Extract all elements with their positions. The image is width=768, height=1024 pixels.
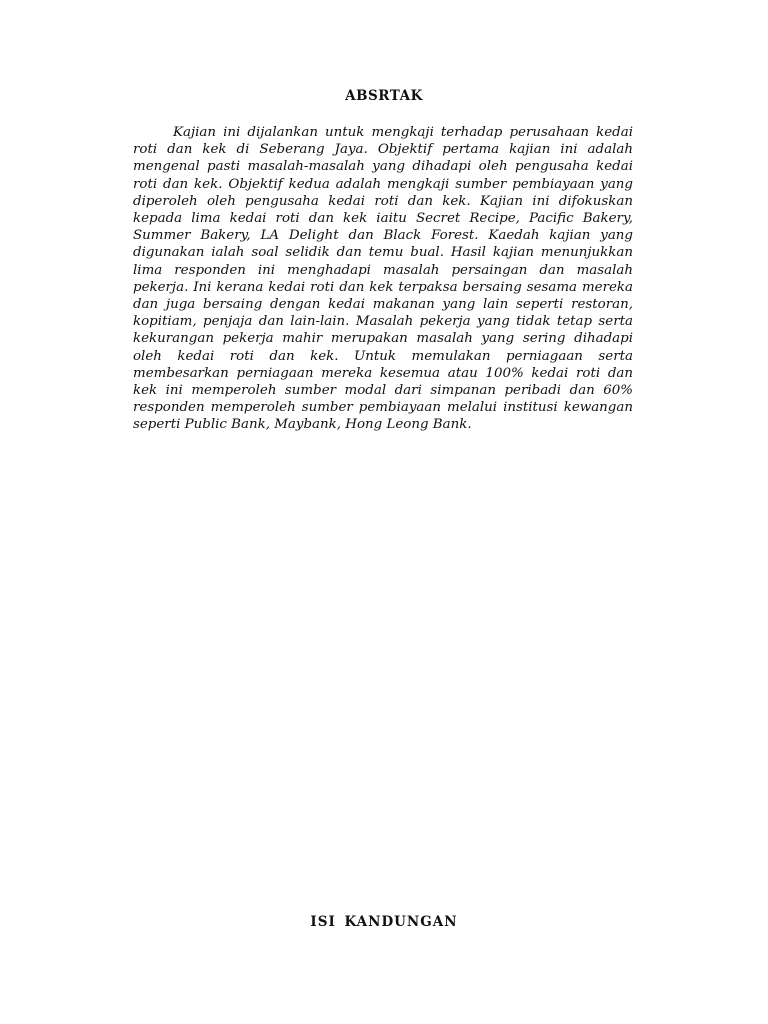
abstract-heading: ABSRTAK xyxy=(345,88,423,104)
table-of-contents-heading: ISI KANDUNGAN xyxy=(310,914,458,930)
abstract-paragraph: Kajian ini dijalankan untuk mengkaji terhadap perusahaan kedai roti dan kek di Seberang Jaya. Objektif pertama kajian ini adalah mengenal pasti masalah-masalah yang dihadapi oleh pengusaha kedai roti dan kek. Objektif kedua adalah mengkaji sumber pembiayaan yang diperoleh oleh pengusaha kedai roti dan kek. Kajian ini difokuskan kepada lima kedai roti dan kek iaitu Secret Recipe, Pacific Bakery, Summer Bakery, LA Delight dan Black Forest. Kaedah kajian yang digunakan ialah soal selidik dan temu bual. Hasil kajian menunjukkan lima responden ini menghadapi masalah persaingan dan masalah pekerja. Ini kerana kedai roti dan kek terpaksa bersaing sesama mereka dan juga bersaing dengan kedai makanan yang lain seperti restoran, kopitiam, penjaja dan lain-lain. Masalah pekerja yang tidak tetap serta kekurangan pekerja mahir merupakan masalah yang sering dihadapi oleh kedai roti dan kek. Untuk memulakan perniagaan serta membesarkan perniagaan mereka kesemua atau 100% kedai roti dan kek ini memperoleh sumber modal dari simpanan peribadi dan 60% responden memperoleh sumber pembiayaan melalui institusi kewangan seperti Public Bank, Maybank, Hong Leong Bank. xyxy=(133,125,633,433)
